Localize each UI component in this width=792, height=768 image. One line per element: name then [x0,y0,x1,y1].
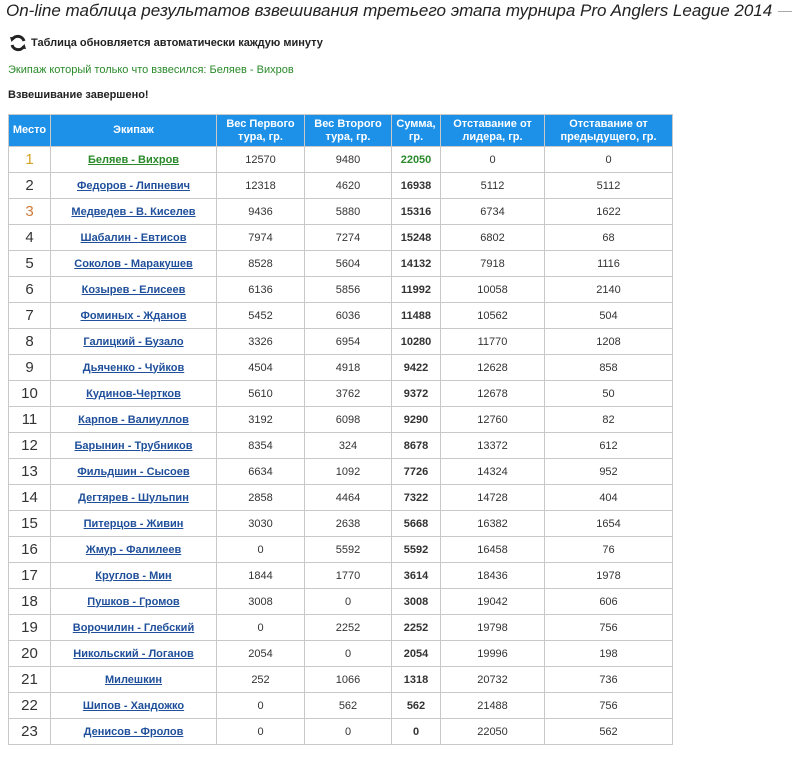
cell-lag-prev: 0 [545,147,673,173]
cell-lag-leader: 19798 [441,615,545,641]
cell-tour2: 7274 [305,225,392,251]
cell-tour2: 1066 [305,667,392,693]
cell-tour1: 0 [217,615,305,641]
cell-sum: 9372 [392,381,441,407]
cell-sum: 0 [392,719,441,745]
cell-place: 3 [9,199,51,225]
table-row [9,641,673,667]
cell-crew [51,381,217,407]
cell-tour2: 5880 [305,199,392,225]
cell-crew [51,485,217,511]
cell-lag-leader: 6734 [441,199,545,225]
cell-tour2: 4464 [305,485,392,511]
cell-sum: 11992 [392,277,441,303]
cell-crew [51,563,217,589]
cell-lag-prev: 5112 [545,173,673,199]
page-title [6,0,773,22]
cell-tour2: 0 [305,589,392,615]
crew-link[interactable]: Ворочилин - Глебский [72,621,195,634]
crew-link[interactable]: Денисов - Фролов [83,725,184,738]
cell-place: 15 [9,511,51,537]
cell-lag-leader: 16458 [441,537,545,563]
cell-tour2: 5604 [305,251,392,277]
cell-lag-prev: 606 [545,589,673,615]
table-row [9,589,673,615]
page-title-text: On-line таблица результатов взвешивания третьего этапа турнира Pro Anglers League 2014 [6,1,773,20]
cell-tour2: 9480 [305,147,392,173]
table-row [9,667,673,693]
cell-sum: 15248 [392,225,441,251]
cell-sum: 9290 [392,407,441,433]
cell-tour2: 5592 [305,537,392,563]
cell-crew [51,589,217,615]
cell-crew [51,511,217,537]
table-header-row [9,115,673,147]
cell-lag-prev: 1654 [545,511,673,537]
table-row [9,251,673,277]
cell-sum: 2054 [392,641,441,667]
cell-sum: 7322 [392,485,441,511]
crew-link[interactable]: Беляев - Вихров [87,153,180,166]
cell-tour2: 6954 [305,329,392,355]
cell-lag-leader: 7918 [441,251,545,277]
crew-link[interactable]: Пушков - Громов [87,595,180,608]
table-row [9,329,673,355]
cell-tour1: 2858 [217,485,305,511]
cell-lag-leader: 12678 [441,381,545,407]
cell-place: 20 [9,641,51,667]
crew-link[interactable]: Милешкин [105,673,162,686]
cell-lag-leader: 19996 [441,641,545,667]
crew-link[interactable]: Соколов - Маракушев [74,257,193,270]
cell-lag-prev: 504 [545,303,673,329]
cell-tour1: 5610 [217,381,305,407]
cell-lag-leader: 14324 [441,459,545,485]
cell-sum: 16938 [392,173,441,199]
cell-place: 23 [9,719,51,745]
crew-link[interactable]: Питерцов - Живин [83,517,184,530]
cell-place: 12 [9,433,51,459]
cell-sum: 1318 [392,667,441,693]
table-row [9,459,673,485]
cell-tour1: 4504 [217,355,305,381]
cell-sum: 5668 [392,511,441,537]
cell-sum: 11488 [392,303,441,329]
cell-lag-leader: 12760 [441,407,545,433]
cell-lag-prev: 858 [545,355,673,381]
cell-tour1: 8354 [217,433,305,459]
table-row [9,225,673,251]
cell-lag-prev: 952 [545,459,673,485]
cell-crew [51,303,217,329]
header-sum: Сумма, гр. [392,115,441,147]
title-divider [778,11,792,12]
cell-sum: 3008 [392,589,441,615]
table-row [9,355,673,381]
cell-lag-prev: 1622 [545,199,673,225]
cell-tour1: 3326 [217,329,305,355]
cell-lag-prev: 736 [545,667,673,693]
cell-crew [51,615,217,641]
cell-lag-prev: 562 [545,719,673,745]
cell-tour2: 0 [305,719,392,745]
cell-lag-leader: 14728 [441,485,545,511]
cell-lag-leader: 6802 [441,225,545,251]
crew-link[interactable]: Круглов - Мин [95,569,172,582]
cell-tour1: 1844 [217,563,305,589]
cell-tour1: 12318 [217,173,305,199]
table-row [9,303,673,329]
cell-crew [51,667,217,693]
table-row [9,719,673,745]
cell-lag-prev: 756 [545,693,673,719]
header-tour1: Вес Первого тура, гр. [217,115,305,147]
crew-link[interactable]: Никольский - Логанов [73,647,194,660]
crew-link[interactable]: Галицкий - Бузало [83,335,184,348]
refresh-notice [8,32,323,54]
crew-link[interactable]: Фоминых - Жданов [80,309,187,322]
cell-tour1: 2054 [217,641,305,667]
table-row [9,381,673,407]
header-lag-leader: Отставание от лидера, гр. [441,115,545,147]
cell-tour2: 1092 [305,459,392,485]
table-row [9,199,673,225]
cell-tour2: 6098 [305,407,392,433]
cell-lag-leader: 0 [441,147,545,173]
cell-lag-prev: 82 [545,407,673,433]
cell-tour1: 252 [217,667,305,693]
cell-sum: 14132 [392,251,441,277]
cell-place: 9 [9,355,51,381]
cell-tour1: 0 [217,537,305,563]
cell-crew [51,407,217,433]
cell-place: 4 [9,225,51,251]
cell-tour1: 3192 [217,407,305,433]
cell-lag-prev: 756 [545,615,673,641]
last-weighed-crew: Экипаж который только что взвесился: Беляев - Вихров [8,64,294,76]
cell-place: 1 [9,147,51,173]
table-row [9,563,673,589]
cell-lag-leader: 22050 [441,719,545,745]
cell-tour1: 3030 [217,511,305,537]
cell-place: 16 [9,537,51,563]
cell-lag-leader: 16382 [441,511,545,537]
cell-lag-leader: 10562 [441,303,545,329]
refresh-text: Таблица обновляется автоматически каждую минуту [31,37,323,49]
crew-link[interactable]: Барынин - Трубников [74,439,193,452]
table-row [9,511,673,537]
cell-place: 14 [9,485,51,511]
cell-tour2: 2252 [305,615,392,641]
cell-tour2: 6036 [305,303,392,329]
cell-crew [51,147,217,173]
cell-sum: 15316 [392,199,441,225]
cell-lag-leader: 11770 [441,329,545,355]
table-row [9,485,673,511]
crew-link[interactable]: Козырев - Елисеев [81,283,186,296]
cell-place: 5 [9,251,51,277]
cell-lag-leader: 13372 [441,433,545,459]
cell-lag-prev: 1978 [545,563,673,589]
cell-place: 8 [9,329,51,355]
cell-place: 13 [9,459,51,485]
cell-lag-prev: 1116 [545,251,673,277]
cell-lag-prev: 2140 [545,277,673,303]
cell-lag-prev: 68 [545,225,673,251]
cell-place: 18 [9,589,51,615]
cell-tour2: 562 [305,693,392,719]
crew-link[interactable]: Дьяченко - Чуйков [82,361,185,374]
crew-link[interactable]: Кудинов-Чертков [86,387,181,400]
table-row [9,693,673,719]
cell-lag-leader: 5112 [441,173,545,199]
crew-link[interactable]: Федоров - Липневич [77,179,190,192]
cell-lag-leader: 12628 [441,355,545,381]
crew-link[interactable]: Фильдшин - Сысоев [77,465,190,478]
cell-lag-leader: 21488 [441,693,545,719]
cell-tour2: 2638 [305,511,392,537]
cell-place: 6 [9,277,51,303]
cell-sum: 8678 [392,433,441,459]
header-lag-prev: Отставание от предыдущего, гр. [545,115,673,147]
cell-sum: 10280 [392,329,441,355]
cell-place: 22 [9,693,51,719]
header-place: Место [9,115,51,147]
weighing-status: Взвешивание завершено! [8,89,149,101]
cell-sum: 9422 [392,355,441,381]
cell-tour1: 12570 [217,147,305,173]
cell-place: 10 [9,381,51,407]
cell-sum: 7726 [392,459,441,485]
cell-lag-leader: 18436 [441,563,545,589]
cell-crew [51,277,217,303]
cell-tour1: 3008 [217,589,305,615]
cell-place: 17 [9,563,51,589]
cell-lag-prev: 50 [545,381,673,407]
cell-tour2: 3762 [305,381,392,407]
table-row [9,433,673,459]
cell-tour2: 324 [305,433,392,459]
cell-place: 21 [9,667,51,693]
cell-tour1: 8528 [217,251,305,277]
cell-lag-leader: 19042 [441,589,545,615]
cell-place: 2 [9,173,51,199]
cell-lag-leader: 20732 [441,667,545,693]
cell-lag-prev: 1208 [545,329,673,355]
cell-crew [51,251,217,277]
cell-tour2: 5856 [305,277,392,303]
crew-link[interactable]: Шипов - Хандожко [82,699,185,712]
cell-place: 19 [9,615,51,641]
cell-crew [51,641,217,667]
cell-place: 7 [9,303,51,329]
cell-tour2: 0 [305,641,392,667]
cell-crew [51,537,217,563]
table-row [9,147,673,173]
cell-tour1: 7974 [217,225,305,251]
cell-crew [51,355,217,381]
cell-tour1: 0 [217,719,305,745]
cell-crew [51,693,217,719]
cell-lag-prev: 612 [545,433,673,459]
cell-tour1: 9436 [217,199,305,225]
cell-sum: 22050 [392,147,441,173]
cell-tour2: 1770 [305,563,392,589]
table-row [9,537,673,563]
cell-tour2: 4918 [305,355,392,381]
cell-tour2: 4620 [305,173,392,199]
header-tour2: Вес Второго тура, гр. [305,115,392,147]
cell-lag-prev: 198 [545,641,673,667]
cell-tour1: 0 [217,693,305,719]
cell-sum: 3614 [392,563,441,589]
cell-crew [51,329,217,355]
table-row [9,173,673,199]
table-row [9,407,673,433]
cell-sum: 2252 [392,615,441,641]
cell-sum: 5592 [392,537,441,563]
table-row [9,615,673,641]
cell-place: 11 [9,407,51,433]
cell-crew [51,173,217,199]
refresh-icon [8,33,28,53]
cell-lag-prev: 404 [545,485,673,511]
crew-link[interactable]: Жмур - Фалилеев [85,543,182,556]
cell-crew [51,433,217,459]
cell-tour1: 6634 [217,459,305,485]
cell-lag-prev: 76 [545,537,673,563]
crew-link[interactable]: Медведев - В. Киселев [71,205,196,218]
cell-sum: 562 [392,693,441,719]
cell-crew [51,459,217,485]
cell-tour1: 5452 [217,303,305,329]
cell-tour1: 6136 [217,277,305,303]
table-row [9,277,673,303]
crew-link[interactable]: Дегтярев - Шульпин [78,491,189,504]
cell-lag-leader: 10058 [441,277,545,303]
header-crew: Экипаж [51,115,217,147]
crew-link[interactable]: Шабалин - Евтисов [80,231,187,244]
results-table [8,114,673,745]
crew-link[interactable]: Карпов - Валиуллов [78,413,189,426]
cell-crew [51,199,217,225]
cell-crew [51,719,217,745]
cell-crew [51,225,217,251]
